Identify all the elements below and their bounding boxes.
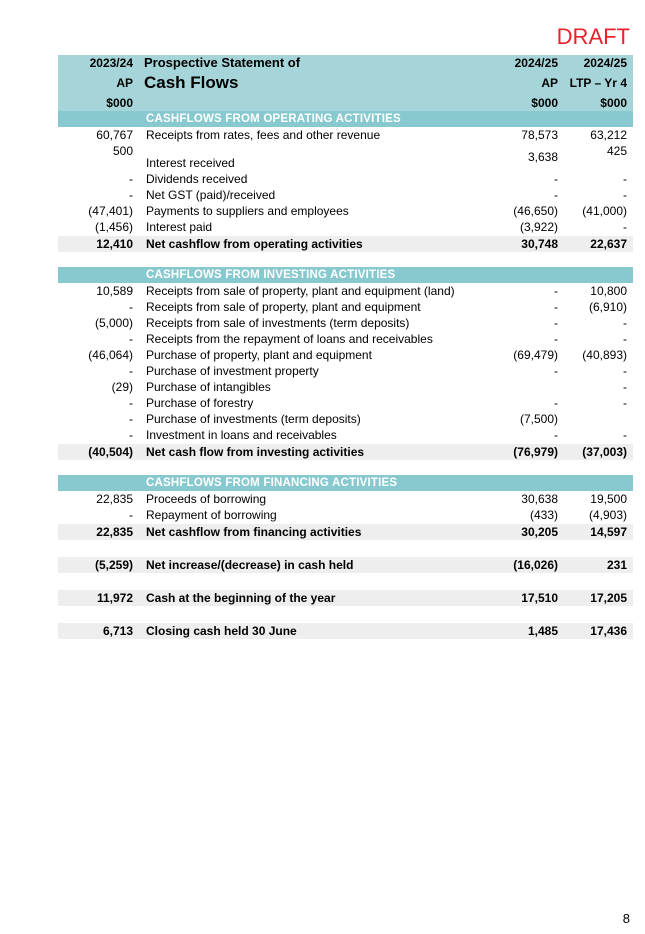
spacer-row [58,540,633,557]
line-item-label: Purchase of forestry [146,396,254,410]
line-item-label: Net cashflow from financing activities [137,524,490,541]
section-title: CASHFLOWS FROM FINANCING ACTIVITIES [137,475,490,491]
section-band [490,267,562,283]
header-ap-basis: AP [490,71,562,95]
investing-total-row [58,444,633,461]
spacer-row [58,606,633,623]
ltp-value: 17,205 [562,590,633,607]
annual-plan-value: - [554,428,558,442]
header-ap-year: 2024/25 [490,55,562,71]
line-item-label: Dividends received [146,172,248,186]
annual-plan-value: - [554,396,558,410]
table-row [58,331,633,347]
ltp-value: 22,637 [562,236,633,253]
operating-total-row [58,236,633,253]
section-band [58,475,137,491]
spacer-row [58,573,633,590]
header-row-1 [58,55,633,71]
line-item-label: Receipts from rates, fees and other revenue [146,128,381,142]
prior-year-value: (29) [111,380,133,394]
line-item-label: Interest paid [146,220,213,234]
line-item-label: Closing cash held 30 June [137,623,490,640]
prior-year-value: - [129,412,133,426]
ltp-value: - [623,188,627,202]
prior-year-value: - [129,188,133,202]
annual-plan-value: - [554,332,558,346]
annual-plan-value: (433) [529,508,558,522]
prior-year-value: (46,064) [88,348,133,362]
ltp-value: 231 [562,557,633,574]
annual-plan-value: (69,479) [513,348,558,362]
annual-plan-value: 78,573 [521,128,558,142]
line-item-label: Receipts from sale of investments (term deposits) [146,316,410,330]
ltp-value: - [623,220,627,234]
ltp-value [562,411,633,427]
section-title: CASHFLOWS FROM OPERATING ACTIVITIES [137,111,490,127]
table-row [58,187,633,203]
line-item-label: Net increase/(decrease) in cash held [137,557,490,574]
statement-title-line2: Cash Flows [137,71,490,95]
section-band [562,267,633,283]
prior-year-value: 12,410 [58,236,137,253]
line-item-label: Receipts from sale of property, plant and equipment (land) [146,284,455,298]
line-item-label: Repayment of borrowing [146,508,277,522]
summary-row [58,623,633,640]
annual-plan-value: - [554,284,558,298]
prior-year-value: - [129,172,133,186]
annual-plan-value: - [554,316,558,330]
table-row [58,299,633,315]
section-band [490,475,562,491]
prior-year-value: - [129,428,133,442]
prior-year-value: - [129,332,133,346]
ltp-value: - [623,364,627,378]
line-item-label: Purchase of investment property [146,364,319,378]
table-row [58,171,633,187]
annual-plan-value: 30,638 [521,492,558,506]
prior-year-value: (40,504) [58,444,137,461]
header-prior-unit: $000 [58,95,137,111]
line-item-label: Net cashflow from operating activities [137,236,490,253]
annual-plan-value: 30,205 [490,524,562,541]
header-ltp-unit: $000 [562,95,633,111]
cash-flow-table [58,55,633,639]
line-item-label: Cash at the beginning of the year [137,590,490,607]
line-item-label: Receipts from the repayment of loans and receivables [146,332,433,346]
annual-plan-value: (3,922) [519,220,558,234]
ltp-value: - [623,316,627,330]
section-band [58,267,137,283]
ltp-value: (41,000) [582,204,627,218]
annual-plan-value: 30,748 [490,236,562,253]
annual-plan-value: 3,638 [527,150,558,164]
header-ltp-basis: LTP – Yr 4 [562,71,633,95]
prior-year-value: - [129,508,133,522]
annual-plan-value: - [554,188,558,202]
prior-year-value: (5,000) [94,316,133,330]
header-ltp-year: 2024/25 [562,55,633,71]
annual-plan-value: 17,510 [490,590,562,607]
line-item-label: Purchase of property, plant and equipment [146,348,372,362]
ltp-value: - [623,172,627,186]
operating-section-header [58,111,633,127]
ltp-value: (4,903) [588,508,627,522]
ltp-value: 10,800 [590,284,627,298]
prior-year-value: 6,713 [58,623,137,640]
table-row [58,395,633,411]
line-item-label: Purchase of investments (term deposits) [146,412,361,426]
annual-plan-value: 1,485 [490,623,562,640]
line-item-label: Net GST (paid)/received [146,188,276,202]
annual-plan-value [490,379,562,395]
header-row-3 [58,95,633,111]
table-row [58,427,633,444]
table-row [58,143,633,171]
summary-row [58,590,633,607]
ltp-value: - [623,396,627,410]
annual-plan-value: (7,500) [519,412,558,426]
table-row [58,283,633,299]
section-title: CASHFLOWS FROM INVESTING ACTIVITIES [137,267,490,283]
section-band [562,111,633,127]
line-item-label: Payments to suppliers and employees [146,204,349,218]
line-item-label: Net cash flow from investing activities [137,444,490,461]
annual-plan-value: (76,979) [490,444,562,461]
header-row-2 [58,71,633,95]
section-band [490,111,562,127]
ltp-value: (37,003) [562,444,633,461]
ltp-value: (40,893) [582,348,627,362]
prior-year-value: - [129,364,133,378]
annual-plan-value: - [554,300,558,314]
line-item-label: Proceeds of borrowing [146,492,267,506]
annual-plan-value: - [554,172,558,186]
spacer-row [58,252,633,267]
table-row [58,347,633,363]
ltp-value: - [623,380,627,394]
prior-year-value: - [129,300,133,314]
ltp-value: 14,597 [562,524,633,541]
statement-title-line1: Prospective Statement of [137,55,490,71]
prior-year-value: 60,767 [96,128,133,142]
summary-row [58,557,633,574]
ltp-value: 63,212 [590,128,627,142]
draft-label: DRAFT [556,24,630,49]
annual-plan-value: - [554,364,558,378]
header-ap-unit: $000 [490,95,562,111]
ltp-value: (6,910) [588,300,627,314]
prior-year-value: (47,401) [88,204,133,218]
ltp-value: 425 [606,144,627,158]
header-prior-basis: AP [58,71,137,95]
prior-year-value: (5,259) [58,557,137,574]
line-item-label: Interest received [146,156,235,170]
table-row [58,379,633,395]
table-row [58,491,633,507]
annual-plan-value: (16,026) [490,557,562,574]
annual-plan-value: (46,650) [513,204,558,218]
table-row [58,127,633,143]
header-blank [137,95,490,111]
financing-section-header [58,475,633,491]
section-band [58,111,137,127]
page-number: 8 [622,911,630,926]
ltp-value: 17,436 [562,623,633,640]
prior-year-value: (1,456) [94,220,133,234]
section-band [562,475,633,491]
investing-section-header [58,267,633,283]
ltp-value: - [623,332,627,346]
prior-year-value: 22,835 [96,492,133,506]
table-row [58,411,633,427]
table-row [58,219,633,236]
header-prior-year: 2023/24 [58,55,137,71]
prior-year-value: 11,972 [58,590,137,607]
financing-total-row [58,524,633,541]
prior-year-value: 10,589 [96,284,133,298]
line-item-label: Receipts from sale of property, plant and equipment [146,300,421,314]
table-row [58,203,633,219]
prior-year-value: 22,835 [58,524,137,541]
prior-year-value: - [129,396,133,410]
ltp-value: - [623,428,627,442]
prior-year-value: 500 [112,144,133,158]
table-row [58,315,633,331]
table-row [58,363,633,379]
ltp-value: 19,500 [590,492,627,506]
spacer-row [58,460,633,475]
line-item-label: Purchase of intangibles [146,380,271,394]
line-item-label: Investment in loans and receivables [146,428,337,442]
table-row [58,507,633,524]
